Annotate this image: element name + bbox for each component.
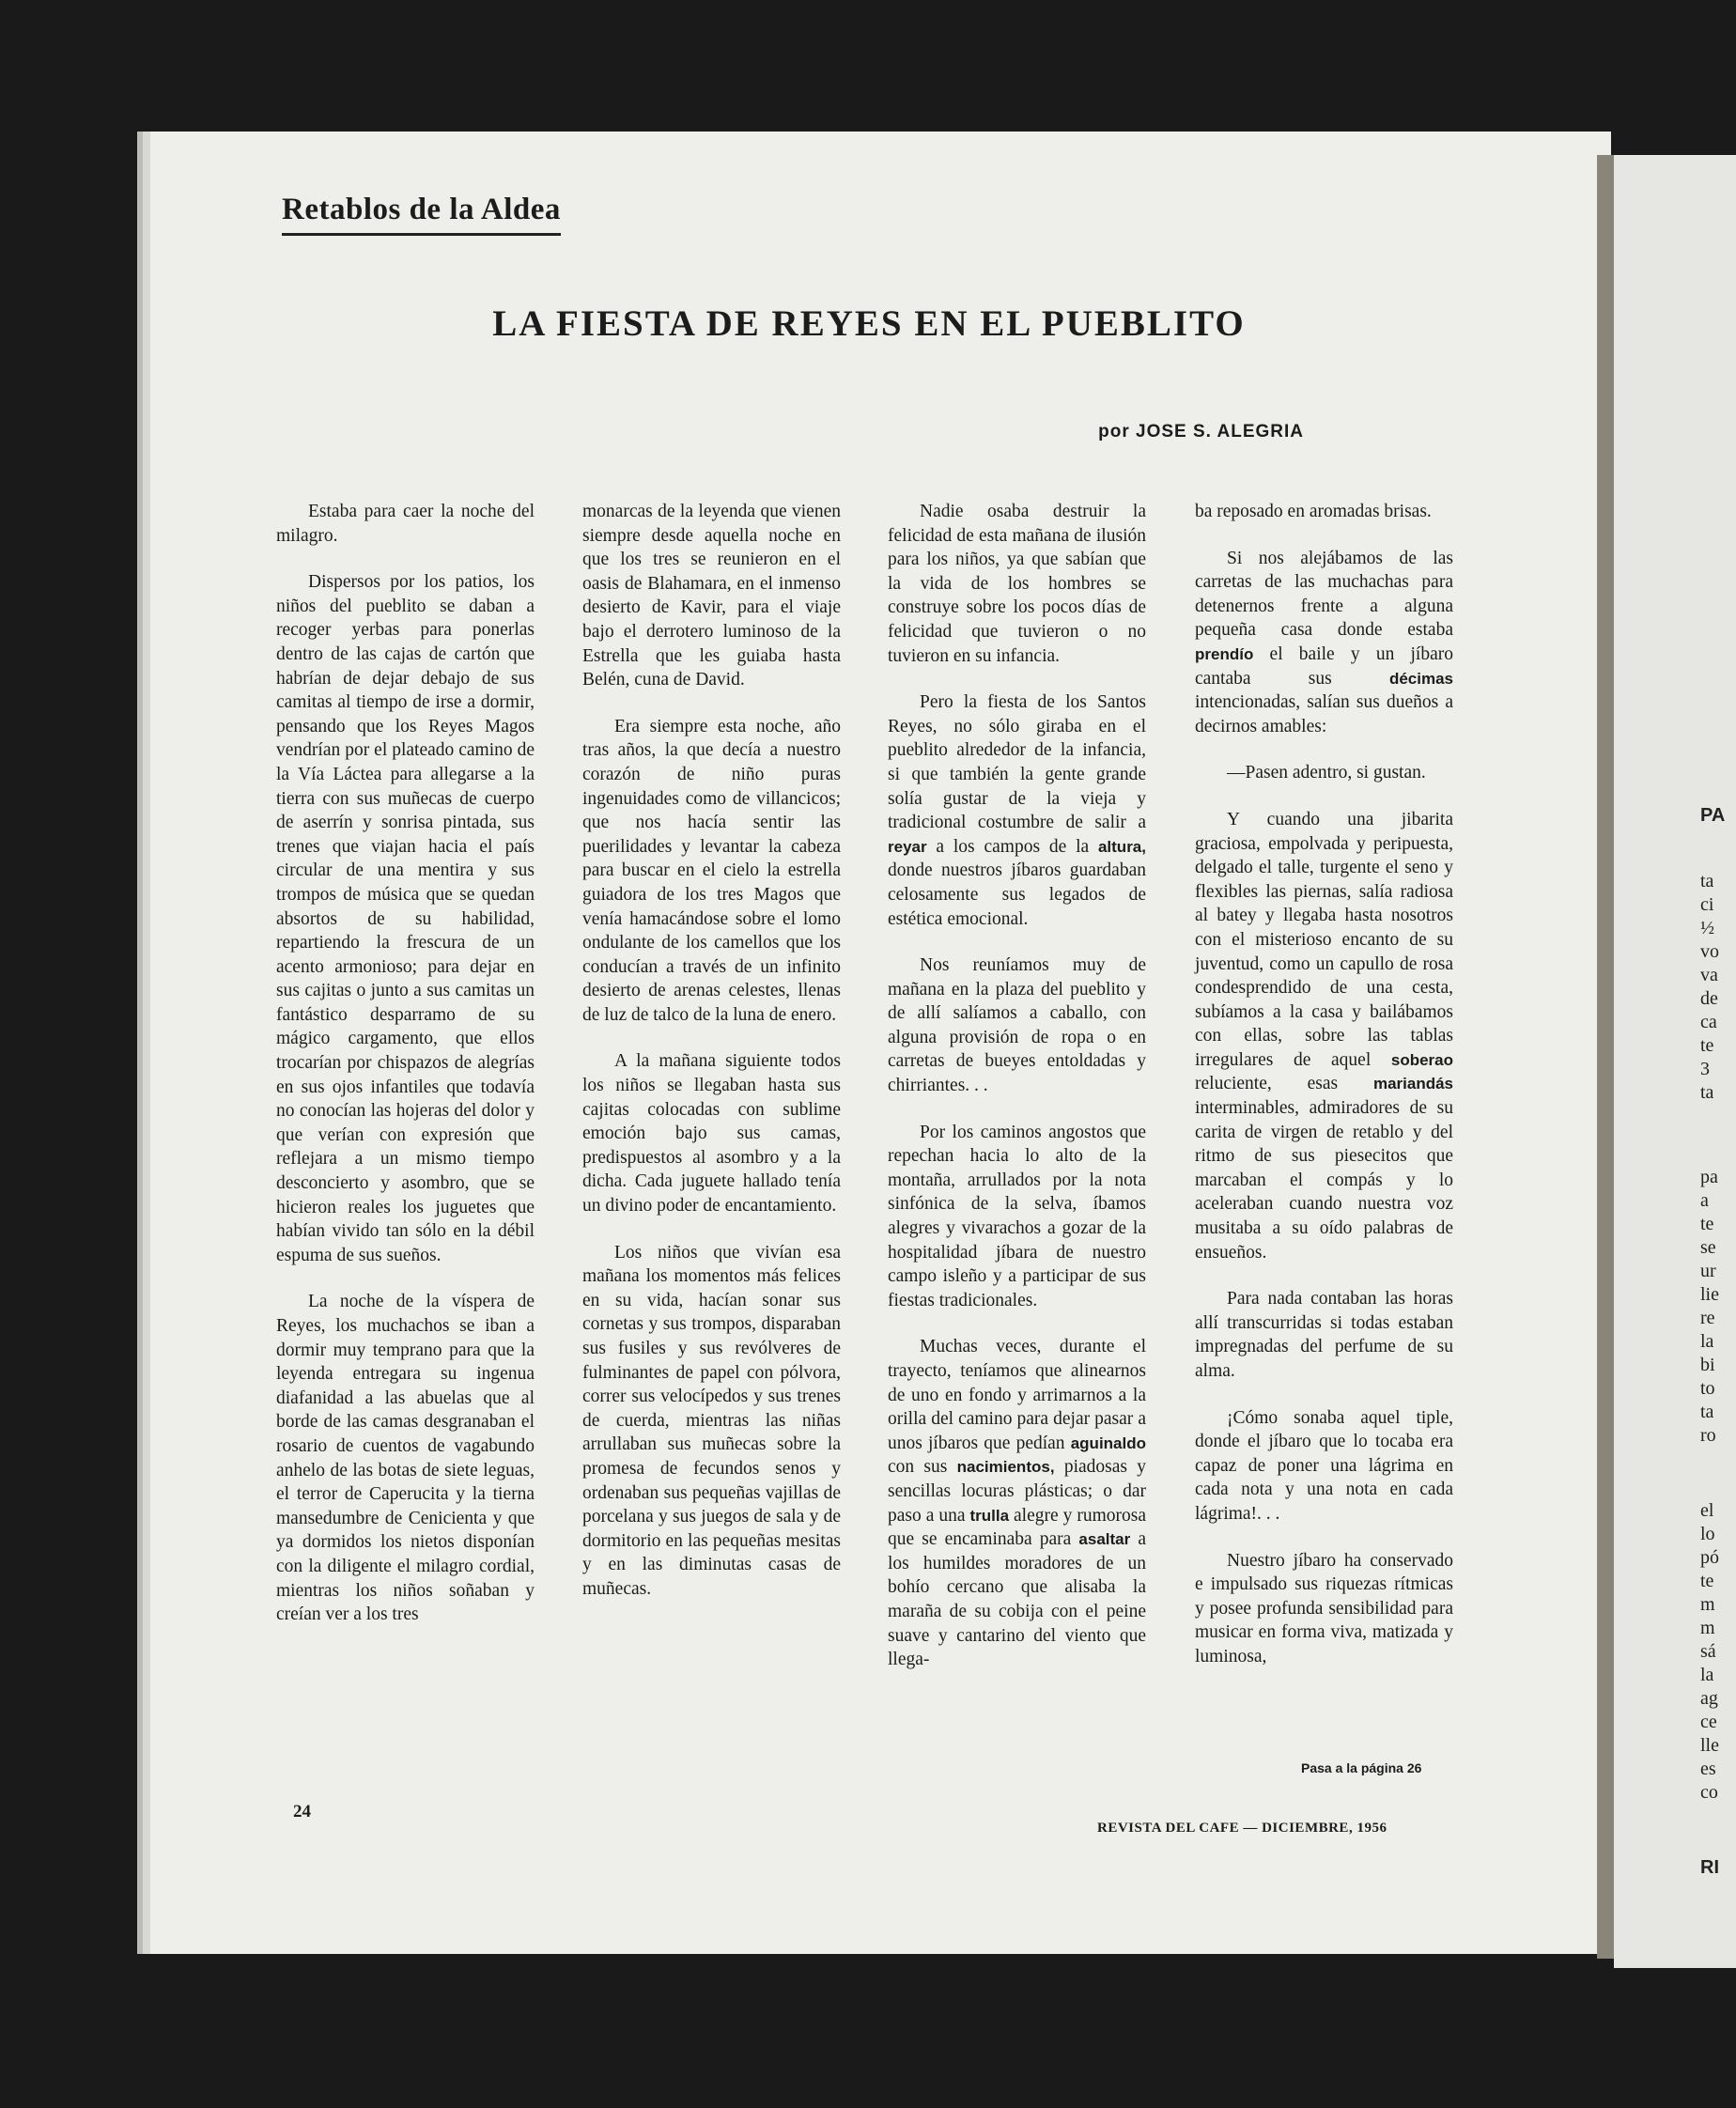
adjacent-page-edge [1614, 155, 1736, 1968]
keyword: altura, [1097, 837, 1146, 856]
next-page-fragment: ta [1700, 871, 1714, 891]
next-page-fragment: la [1700, 1665, 1714, 1685]
section-title: Retablos de la Aldea [282, 193, 561, 236]
paragraph [888, 690, 1146, 931]
next-page-fragment: bi [1700, 1355, 1715, 1375]
byline-author: JOSE S. ALEGRIA [1136, 422, 1304, 442]
byline [1098, 422, 1304, 442]
text-run: Pero la fiesta de los Santos Reyes, no sólo giraba en el pueblito alrededor de la infancia, si que también la gente grande solía gustar de la vieja y tradicional costumbre de salir a [888, 692, 1146, 833]
keyword: aguinaldo [1070, 1434, 1146, 1452]
next-page-fragment: a [1700, 1190, 1709, 1211]
page-number: 24 [293, 1802, 311, 1821]
next-page-fragment: te [1700, 1035, 1714, 1056]
next-page-fragment: lle [1700, 1735, 1719, 1756]
paragraph: Por los caminos angostos que repechan hacia lo alto de la montaña, arrullados por la nota sinfónica de la selva, íbamos alegres y vivarachos a gozar de la hospitalidad jíbara de nuestro campo isleño y a participar de sus fiestas tradicionales. [888, 1122, 1146, 1310]
paragraph: Los niños que vivían esa mañana los momentos más felices en su vida, hacían sonar sus cornetas y sus trompos, disparaban sus fusiles y sus revólveres de fulminantes de papel con pólvora, correr sus velocípedos y sus trenes de cuerda, mientras las niñas arrullaban sus muñecas sobre la promesa de fecundos senos y ordenaban sus pequeñas vajillas de porcelana y sus juegos de sala y de dormitorio en las pequeñas mesitas y en las diminutas casas de muñecas. [582, 1242, 841, 1599]
column-3 [888, 500, 1146, 1695]
paragraph: monarcas de la leyenda que vienen siempre desde aquella noche en que los tres se reunieron en el oasis de Blahamara, en el inmenso desierto de Kavir, para el viaje bajo el derrotero luminoso de la Estrella que les guiaba hasta Belén, cuna de David. [582, 502, 841, 690]
text-run: Si nos alejábamos de las carretas de las muchachas para detenernos frente a alguna pequeña casa donde estaba [1195, 548, 1453, 641]
next-page-fragment: to [1700, 1378, 1715, 1399]
next-page-fragment: ta [1700, 1402, 1714, 1422]
paragraph: Era siempre esta noche, año tras años, la que decía a nuestro corazón de niño puras ingenuidades como de villancicos; que nos hacía sentir las puerilidades y levantar la cabeza para buscar en el cielo la estrella guiadora de los tres Magos que venía hamacándose sobre el lomo ondulante de los camellos que los conducían a través de un infinito desierto de arenas celestes, llenas de luz de talco de la luna de enero. [582, 716, 841, 1025]
next-page-fragment: sá [1700, 1641, 1716, 1662]
footer-publication: REVISTA DEL CAFE — DICIEMBRE, 1956 [1097, 1821, 1387, 1836]
paragraph [888, 1335, 1146, 1671]
next-page-fragment: PA [1700, 805, 1726, 826]
next-page-fragment: ta [1700, 1082, 1714, 1103]
paragraph: ba reposado en aromadas brisas. [1195, 502, 1432, 521]
next-page-fragment: pó [1700, 1547, 1719, 1568]
next-page-fragment: co [1700, 1782, 1718, 1803]
next-page-fragment: vo [1700, 941, 1719, 962]
keyword: nacimientos, [956, 1458, 1055, 1477]
next-page-fragment: lo [1700, 1524, 1715, 1544]
next-page-fragment: 3 [1700, 1059, 1710, 1079]
next-page-fragment: ½ [1700, 918, 1714, 938]
paragraph: La noche de la víspera de Reyes, los muchachos se iban a dormir muy temprano para que la leyenda entregara su ingenua diafanidad a las abuelas que al borde de las camas desgranaban el rosario de cuentos de vagabundo anhelo de las botas de siete leguas, el terror de Caperucita y la tierna mansedumbre de Cenicienta y que ya dormidos los nietos disponían con la diligente el milagro cordial, mientras los niños soñaban y creían ver a los tres [276, 1292, 535, 1625]
keyword: asaltar [1078, 1530, 1131, 1549]
next-page-fragment: te [1700, 1571, 1714, 1591]
next-page-fragment: lie [1700, 1284, 1719, 1305]
text-run: interminables, admiradores de su carita de virgen de retablo y del ritmo de sus piesecitos que marcaban el compás y lo aceleraban cuando nuestra voz musitaba a su oído palabras de ensueños. [1195, 1098, 1453, 1263]
next-page-fragment: ce [1700, 1712, 1717, 1732]
keyword: prendío [1195, 644, 1254, 663]
next-page-fragment: ro [1700, 1425, 1716, 1446]
next-page-fragment: m [1700, 1594, 1715, 1615]
paragraph: A la mañana siguiente todos los niños se llegaban hasta sus cajitas colocadas con sublime emoción bajo sus camas, predispuestos al asombro y a la dicha. Cada juguete hallado tenía un divino poder de encantamiento. [582, 1051, 841, 1217]
paragraph: Dispersos por los patios, los niños del pueblito se daban a recoger yerbas para ponerlas dentro de las cajas de cartón que habrían de dejar debajo de sus camitas al tiempo de irse a dormir, pensando que los Reyes Magos vendrían por el plateado camino de la Vía Láctea para allegarse a la tierra con sus muñecas de cuerpo de aserrín y sonrisa pintada, sus trenes que viajan hacia el país circular de una mentira y sus trompos de música que se quedan absortos de su habilidad, repartiendo la frescura de un acento armonioso; para dejar en sus cajitas o junto a sus camitas un fantástico desparramo de su mágico cargamento, que ellos trocarían por chispazos de alegrías en sus ojos infantiles que todavía no conocían las hojeras del dolor y que verían con expresión que reflejara a un mismo tiempo desconcierto y asombro, que se hicieron reales los juguetes que habían vivido tan sólo en la débil espuma de sus sueños. [276, 572, 535, 1265]
text-run: alegre y rumorosa que se encaminaba para [888, 1505, 1146, 1550]
next-page-fragment: la [1700, 1331, 1714, 1352]
next-page-fragment: de [1700, 988, 1718, 1009]
next-page-fragment: ci [1700, 894, 1714, 915]
text-run: el baile y un jíbaro cantaba sus [1195, 643, 1453, 689]
text-run: piadosas y sencillas locuras plásticas; o dar paso a una [888, 1457, 1146, 1526]
paragraph: Nuestro jíbaro ha conservado e impulsado sus riquezas rítmicas y posee profunda sensibilidad para musicar en forma viva, matizada y luminosa, [1195, 1550, 1453, 1666]
text-run: a los humildes moradores de un bohío cercano que alisaba la maraña de su cobija con el peine suave y cantarino del viento que llega- [888, 1529, 1146, 1670]
text-run: con sus [888, 1457, 957, 1478]
next-page-fragment: pa [1700, 1167, 1718, 1187]
text-run: a los campos de la [926, 836, 1098, 857]
paragraph [1195, 547, 1453, 739]
keyword: soberao [1390, 1050, 1453, 1069]
keyword: reyar [888, 837, 927, 856]
text-run: Muchas veces, durante el trayecto, teníamos que alinearnos de uno en fondo y arrimarnos a la orilla del camino para dejar pasar a unos jíbaros que pedían [888, 1337, 1146, 1453]
next-page-fragment: va [1700, 965, 1718, 985]
paragraph: Para nada contaban las horas allí transcurridas si todas estaban impregnadas del perfume de su alma. [1195, 1289, 1453, 1381]
next-page-fragment: el [1700, 1500, 1714, 1521]
next-page-fragment: ur [1700, 1261, 1716, 1281]
next-page-fragment: re [1700, 1308, 1715, 1328]
paragraph: Estaba para caer la noche del milagro. [276, 502, 535, 546]
paragraph: —Pasen adentro, si gustan. [1227, 763, 1426, 783]
paragraph: Nos reuníamos muy de mañana en la plaza del pueblito y de allí salíamos a caballo, con alguna provisión de ropa o en carretas de bueyes entoldadas y chirriantes. . . [888, 955, 1146, 1096]
text-run: Y cuando una jibarita graciosa, empolvada y peripuesta, delgado el talle, turgente el seno y flexibles las piernas, salía radiosa al batey y llegaba hasta nosotros con el misterioso encanto de su juventud, como un capullo de rosa condesprendido de una cesta, subíamos a la casa y bailábamos con ellas, sobre las tablas irregulares de aquel [1195, 809, 1453, 1070]
next-page-fragment: es [1700, 1759, 1716, 1779]
next-page-fragment: ca [1700, 1012, 1717, 1032]
continued-note: Pasa a la página 26 [1301, 1760, 1422, 1775]
column-2 [582, 500, 841, 1624]
next-page-fragment: te [1700, 1214, 1714, 1234]
paragraph: Nadie osaba destruir la felicidad de esta mañana de ilusión para los niños, ya que sabían que la vida de los hombres se construye sobre los pocos días de felicidad que tuvieron o no tuvieron en su infancia. [888, 502, 1146, 666]
text-run: reluciente, esas [1195, 1074, 1373, 1094]
keyword: décimas [1388, 669, 1453, 688]
text-run: donde nuestros jíbaros guardaban celosamente sus legados de estética emocional. [888, 860, 1146, 929]
next-page-fragment: RI [1700, 1857, 1719, 1878]
next-page-fragment: ag [1700, 1688, 1718, 1709]
next-page-fragment: m [1700, 1618, 1715, 1638]
keyword: mariandás [1372, 1075, 1453, 1093]
keyword: trulla [969, 1506, 1010, 1525]
binding-spine [1597, 155, 1614, 1959]
article-title: LA FIESTA DE REYES EN EL PUEBLITO [492, 303, 1246, 344]
paragraph: ¡Cómo sonaba aquel tiple, donde el jíbaro que lo tocaba era capaz de poner una lágrima en cada nota y una nota en cada lágrima!. . . [1195, 1407, 1453, 1524]
text-run: intencionadas, salían sus dueños a decirnos amables: [1195, 692, 1453, 736]
next-page-fragment: se [1700, 1237, 1716, 1258]
column-1 [276, 500, 535, 1650]
paragraph [1195, 808, 1453, 1264]
column-4 [1195, 500, 1453, 1692]
byline-prefix: por [1098, 422, 1130, 442]
